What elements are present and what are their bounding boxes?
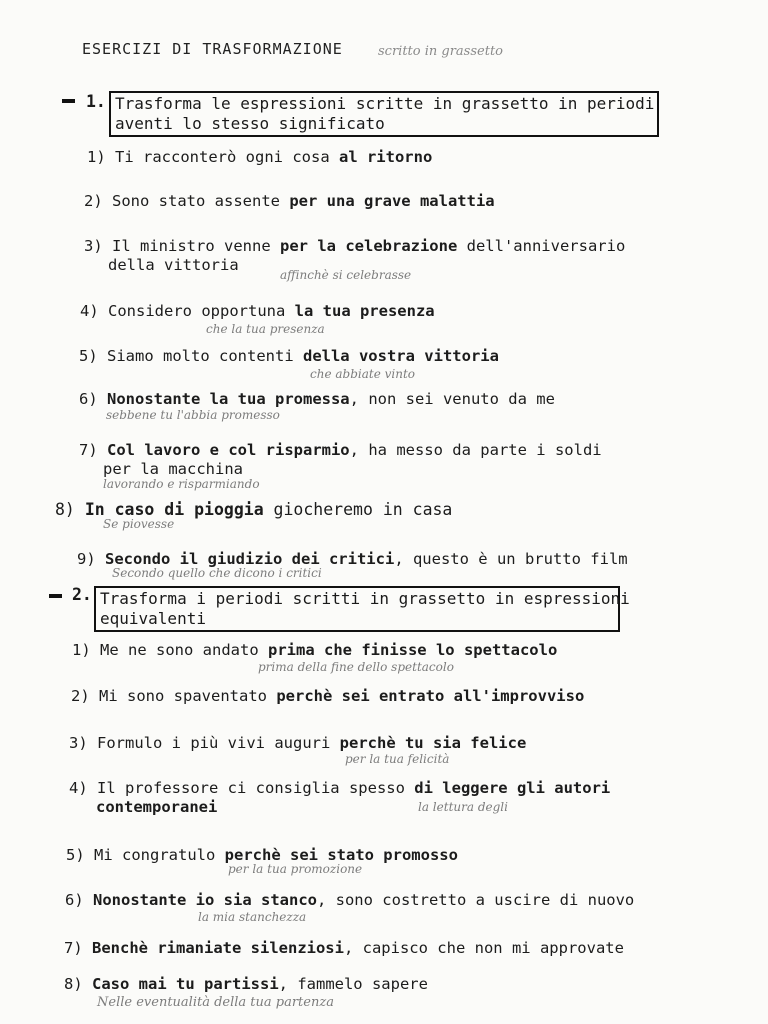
s2-item-5-note: per la tua promozione	[228, 862, 363, 876]
s2-item-7: 7) Benchè rimaniate silenziosi, capisco che non mi approvate	[64, 939, 624, 957]
s1-item-5: 5) Siamo molto contenti della vostra vittoria	[79, 347, 499, 365]
section2-dash	[49, 594, 62, 598]
s2-item-6: 6) Nonostante io sia stanco, sono costretto a uscire di nuovo	[65, 891, 635, 909]
s2-item-4-note: la lettura degli	[418, 800, 508, 814]
s1-item-8: 8) In caso di pioggia giocheremo in casa	[55, 500, 453, 519]
section2-instruction	[94, 586, 630, 632]
s2-item-4: 4) Il professore ci consiglia spesso di leggere gli autori	[69, 779, 611, 797]
s1-item-9: 9) Secondo il giudizio dei critici, questo è un brutto film	[77, 550, 628, 568]
s1-item-7-note: lavorando e risparmiando	[103, 477, 260, 491]
section1-instruction	[109, 91, 659, 137]
s1-item-6-note: sebbene tu l'abbia promesso	[106, 408, 280, 422]
page-title: ESERCIZI DI TRASFORMAZIONE	[82, 40, 343, 58]
s1-item-4: 4) Considero opportuna la tua presenza	[80, 302, 435, 320]
s1-item-2: 2) Sono stato assente per una grave malattia	[84, 192, 495, 210]
s2-item-6-note: la mia stanchezza	[198, 910, 307, 924]
section2-number: 2.	[72, 585, 92, 604]
s1-item-8-note: Se piovesse	[103, 517, 175, 531]
s2-item-2: 2) Mi sono spaventato perchè sei entrato all'improvviso	[71, 687, 585, 705]
section1-dash	[62, 99, 75, 103]
s1-item-1: 1) Ti racconterò ogni cosa al ritorno	[87, 148, 433, 166]
s1-item-5-note: che abbiate vinto	[310, 367, 416, 381]
section1-instruction-line1: Trasforma le espressioni scritte in grassetto in periodi	[115, 94, 655, 113]
s2-item-1-note: prima della fine dello spettacolo	[258, 660, 454, 674]
s2-item-8: 8) Caso mai tu partissi, fammelo sapere	[64, 975, 428, 993]
s1-item-7: 7) Col lavoro e col risparmio, ha messo da parte i soldi	[79, 441, 602, 459]
s1-item-7-line2: per la macchina	[103, 460, 243, 478]
s2-item-3-note: per la tua felicità	[345, 752, 450, 766]
s2-item-4-line2: contemporanei	[96, 798, 218, 816]
section2-instruction-line1: Trasforma i periodi scritti in grassetto in espressioni	[100, 589, 630, 608]
section1-instruction-line2: aventi lo stesso significato	[115, 114, 385, 133]
section1-number: 1.	[86, 92, 106, 111]
s1-item-9-note: Secondo quello che dicono i critici	[112, 566, 322, 580]
s2-item-8-note: Nelle eventualità della tua partenza	[97, 995, 334, 1010]
s2-item-5: 5) Mi congratulo perchè sei stato promosso	[66, 846, 458, 864]
section2-instruction-line2: equivalenti	[100, 609, 206, 628]
s1-item-3: 3) Il ministro venne per la celebrazione dell'anniversario	[84, 237, 626, 255]
s1-item-6: 6) Nonostante la tua promessa, non sei venuto da me	[79, 390, 555, 408]
s1-item-4-note: che la tua presenza	[206, 322, 325, 336]
title-handwritten-note: scritto in grassetto	[378, 44, 503, 59]
s2-item-1: 1) Me ne sono andato prima che finisse lo spettacolo	[72, 641, 558, 659]
s2-item-3: 3) Formulo i più vivi auguri perchè tu sia felice	[69, 734, 527, 752]
s1-item-3-note: affinchè si celebrasse	[280, 268, 412, 282]
s1-item-3-line2: della vittoria	[108, 256, 239, 274]
